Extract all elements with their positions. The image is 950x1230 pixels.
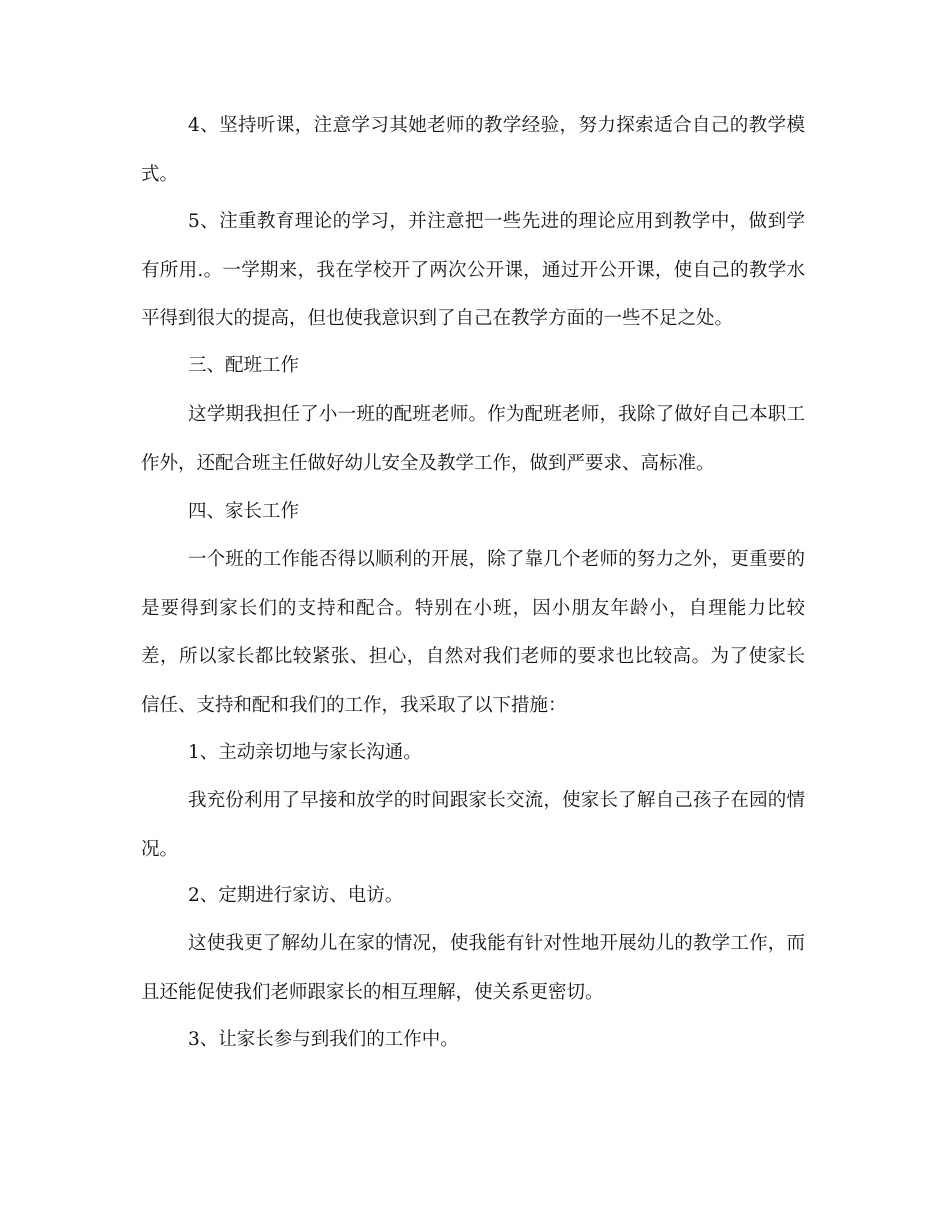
list-item-communication: 1、主动亲切地与家长沟通。 — [188, 742, 422, 763]
paragraph-listening-lessons: 4、坚持听课，注意学习其她老师的教学经验，努力探索适合自己的教学模式。 — [141, 115, 805, 185]
paragraph-home-visits-detail: 这使我更了解幼儿在家的情况，使我能有针对性地开展幼儿的教学工作，而且还能促使我们老师跟家长的相互理解，使关系更密切。 — [141, 933, 805, 1003]
list-item-parent-participation: 3、让家长参与到我们的工作中。 — [188, 1029, 459, 1050]
section-heading-assistant-class-work: 三、配班工作 — [188, 355, 300, 376]
section-heading-parent-work: 四、家长工作 — [188, 501, 300, 522]
paragraph-communication-detail: 我充份利用了早接和放学的时间跟家长交流，使家长了解自己孩子在园的情况。 — [141, 790, 805, 860]
paragraph-assistant-teacher: 这学期我担任了小一班的配班老师。作为配班老师，我除了做好自己本职工作外，还配合班主任做好幼儿安全及教学工作，做到严要求、高标准。 — [141, 404, 805, 474]
paragraph-education-theory: 5、注重教育理论的学习，并注意把一些先进的理论应用到教学中，做到学有所用.。一学期来，我在学校开了两次公开课，通过开公开课，使自己的教学水平得到很大的提高，但也使我意识到了自己在教学方面的一些不足之处。 — [141, 211, 805, 329]
list-item-home-visits: 2、定期进行家访、电访。 — [188, 885, 404, 906]
paragraph-parent-support: 一个班的工作能否得以顺利的开展，除了靠几个老师的努力之外，更重要的是要得到家长们的支持和配合。特别在小班，因小朋友年龄小，自理能力比较差，所以家长都比较紧张、担心，自然对我们老师的要求也比较高。为了使家长信任、支持和配和我们的工作，我采取了以下措施： — [141, 549, 805, 716]
